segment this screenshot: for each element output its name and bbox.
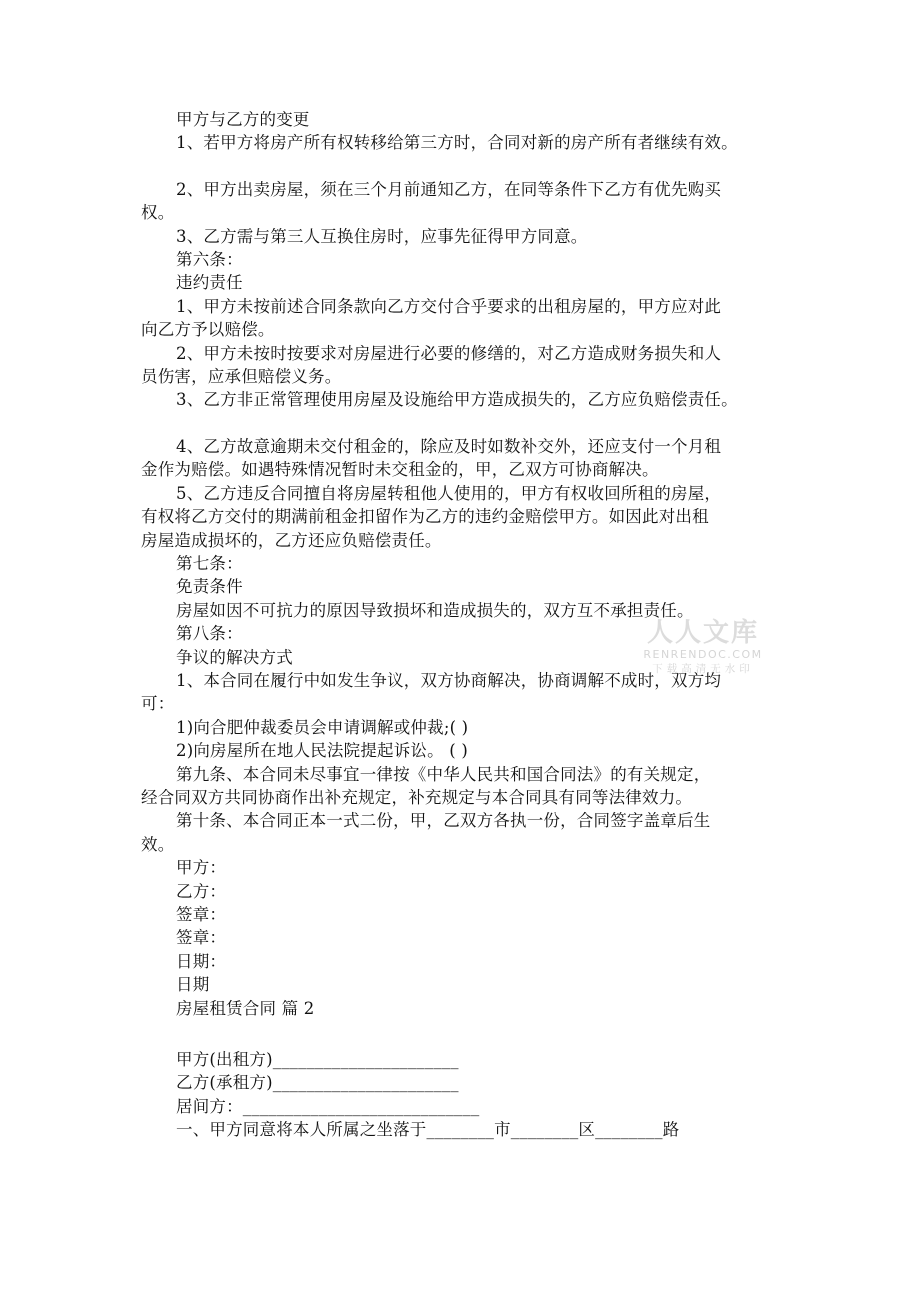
party-b-label: 乙方： (176, 881, 227, 901)
signature-label: 签章： (176, 905, 227, 924)
section-heading-liability: 违约责任 (176, 273, 243, 293)
clause-line: 一、甲方同意将本人所属之坐落于________市________区________路 (176, 1120, 680, 1140)
contract-text (141, 108, 791, 1142)
clause-line-cont: 经合同双方共同协商作出补充规定，补充规定与本合同具有同等法律效力。 (141, 787, 693, 807)
intermediary-field: 居间方：____________________________ (176, 1096, 480, 1116)
article-ten: 第十条、本合同正本一式二份，甲，乙双方各执一份，合同签字盖章后生 (176, 811, 711, 831)
watermark-slogan: 下载高清无水印 (652, 663, 754, 675)
clause-line: 5、乙方违反合同擅自将房屋转租他人使用的，甲方有权收回所租的房屋， (176, 483, 722, 503)
clause-line: 房屋如因不可抗力的原因导致损坏和造成损失的，双方互不承担责任。 (176, 600, 694, 620)
watermark-domain: RENRENDOC.COM (643, 648, 763, 661)
section-heading-change: 甲方与乙方的变更 (176, 110, 310, 129)
clause-line: 1、甲方未按前述合同条款向乙方交付合乎要求的出租房屋的，甲方应对此 (176, 296, 722, 316)
clause-line-cont: 金作为赔偿。如遇特殊情况暂时未交租金的，甲，乙双方可协商解决。 (141, 460, 659, 480)
clause-line: 1、若甲方将房产所有权转移给第三方时，合同对新的房产所有者继续有效。 (176, 133, 738, 153)
clause-line: 1、本合同在履行中如发生争议，双方协商解决，协商调解不成时，双方均 (176, 670, 722, 690)
section-heading-dispute: 争议的解决方式 (176, 647, 293, 667)
clause-line-cont: 向乙方予以赔偿。 (141, 320, 275, 340)
date-label: 日期 (176, 975, 210, 995)
watermark-title: 人人文库 (646, 618, 759, 648)
date-label: 日期： (176, 951, 227, 971)
contract-section-title: 房屋租赁合同 篇 2 (176, 998, 315, 1018)
option-litigation: 2)向房屋所在地人民法院提起诉讼。 ( ) (176, 741, 468, 761)
lessor-field: 甲方(出租方)______________________ (176, 1050, 459, 1070)
clause-line-cont: 可： (141, 694, 175, 714)
article-nine: 第九条、本合同未尽事宜一律按《中华人民共和国合同法》的有关规定， (176, 764, 711, 784)
signature-label: 签章： (176, 928, 227, 948)
clause-line: 4、乙方故意逾期未交付租金的，除应及时如数补交外，还应支付一个月租 (176, 436, 722, 456)
clause-line-cont: 权。 (141, 203, 175, 223)
article-seven-title: 第七条： (176, 553, 243, 573)
article-six-title: 第六条： (176, 250, 243, 270)
option-arbitration: 1)向合肥仲裁委员会申请调解或仲裁;( ) (176, 717, 469, 737)
clause-line-cont: 有权将乙方交付的期满前租金扣留作为乙方的违约金赔偿甲方。如因此对出租 (141, 507, 709, 527)
clause-line: 3、乙方需与第三人互换住房时，应事先征得甲方同意。 (176, 226, 588, 246)
clause-line: 3、乙方非正常管理使用房屋及设施给甲方造成损失的，乙方应负赔偿责任。 (176, 390, 738, 410)
clause-line-cont: 房屋造成损坏的，乙方还应负赔偿责任。 (141, 530, 442, 550)
clause-line-cont: 效。 (141, 834, 175, 854)
lessee-field: 乙方(承租方)______________________ (176, 1073, 459, 1093)
party-a-label: 甲方： (176, 858, 227, 878)
section-heading-exemption: 免责条件 (176, 577, 243, 597)
clause-line: 2、甲方未按时按要求对房屋进行必要的修缮的，对乙方造成财务损失和人 (176, 343, 722, 363)
article-eight-title: 第八条： (176, 624, 243, 644)
clause-line-cont: 员伤害，应承但赔偿义务。 (141, 367, 342, 387)
clause-line: 2、甲方出卖房屋，须在三个月前通知乙方，在同等条件下乙方有优先购买 (176, 179, 722, 199)
